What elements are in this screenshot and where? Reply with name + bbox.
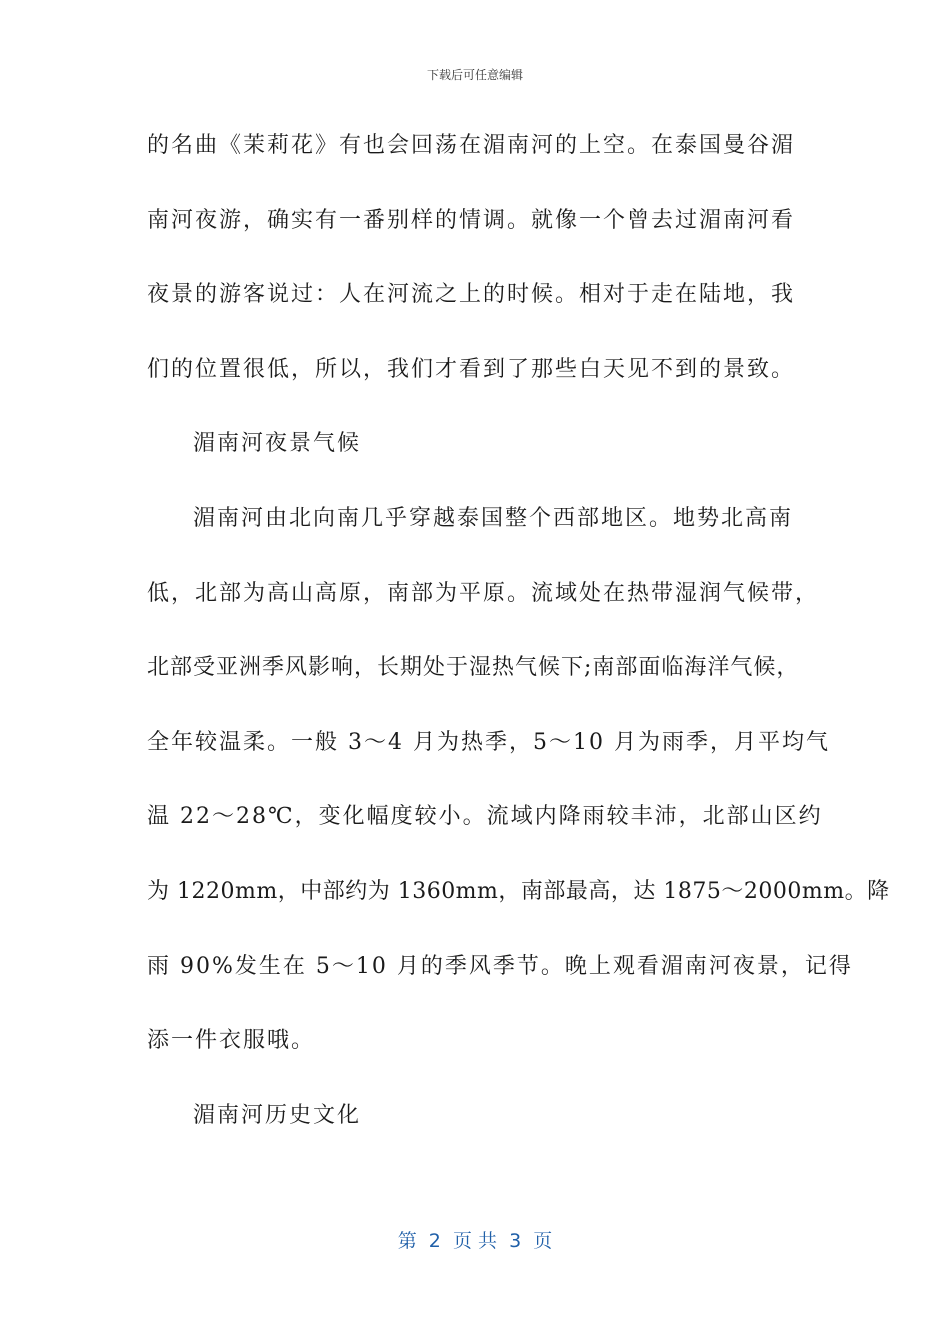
text-line: 南河夜游，确实有一番别样的情调。就像一个曾去过湄南河看	[147, 207, 796, 233]
text-line: 低，北部为高山高原，南部为平原。流域处在热带湿润气候带，	[147, 580, 820, 606]
page-header: 下载后可任意编辑	[426, 68, 523, 82]
text-line: 夜景的游客说过：人在河流之上的时候。相对于走在陆地，我	[147, 282, 796, 308]
text-line: 们的位置很低，所以，我们才看到了那些白天见不到的景致。	[147, 356, 796, 382]
text-line: 雨 90%发生在 5～10 月的季风季节。晚上观看湄南河夜景，记得	[147, 953, 853, 979]
text-line: 全年较温柔。一般 3～4 月为热季，5～10 月为雨季，月平均气	[147, 729, 830, 755]
page-number-footer: 第 2 页 共 3 页	[397, 1230, 553, 1252]
text-line: 北部受亚洲季风影响，长期处于湿热气候下;南部面临海洋气候，	[147, 655, 800, 681]
text-line: 温 22～28℃，变化幅度较小。流域内降雨较丰沛，北部山区约	[147, 804, 823, 830]
text-line: 添一件衣服哦。	[147, 1028, 316, 1054]
section-heading-night-climate: 湄南河夜景气候	[193, 431, 362, 457]
document-body	[147, 126, 890, 1170]
text-line: 的名曲《茉莉花》有也会回荡在湄南河的上空。在泰国曼谷湄	[147, 133, 796, 158]
text-line: 为 1220mm，中部约为 1360mm，南部最高，达 1875～2000mm。降	[147, 878, 890, 904]
section-heading-history-culture: 湄南河历史文化	[193, 1102, 362, 1128]
paragraph-start: 湄南河由北向南几乎穿越泰国整个西部地区。地势北高南	[193, 505, 794, 531]
